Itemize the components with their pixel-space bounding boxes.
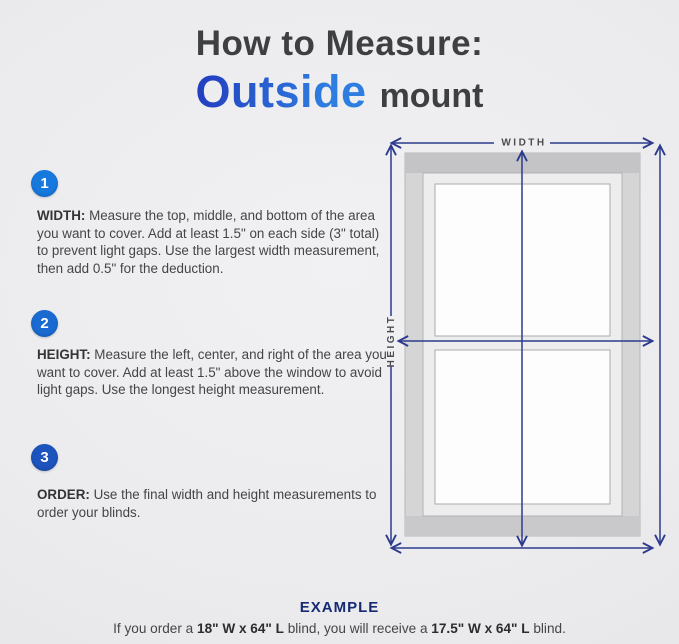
step-3-number: 3 — [40, 449, 49, 466]
step-2-number: 2 — [40, 315, 49, 332]
step-1-badge — [31, 170, 58, 197]
window-diagram-svg — [378, 128, 668, 568]
step-1-text — [37, 207, 391, 277]
height-label: HEIGHT — [386, 314, 397, 368]
title-line2 — [0, 66, 679, 118]
window-measure-diagram — [378, 128, 668, 568]
step-3-text — [37, 486, 391, 521]
step-3-badge — [31, 444, 58, 471]
example-receive-size: 17.5" W x 64" L — [431, 621, 530, 636]
example-heading: EXAMPLE — [299, 599, 380, 616]
step-3-body: Use the final width and height measurements to order your blinds. — [37, 487, 377, 520]
step-1-number: 1 — [40, 175, 49, 192]
title-line1: How to Measure: — [195, 24, 484, 63]
example-prefix: If you order a — [113, 621, 198, 636]
width-label: WIDTH — [501, 137, 547, 149]
step-2-badge — [31, 310, 58, 337]
example-section — [0, 599, 679, 636]
step-2-body: Measure the left, center, and right of the area you want to cover. Add at least 1.5" above the window to avoid light gaps. Use the longest height measurement. — [37, 347, 387, 398]
step-1-body: Measure the top, middle, and bottom of the area you want to cover. Add at least 1.5" on each side (3" total) to prevent light gaps. Use the largest width measurement, then add 0.5" for the deduction. — [37, 208, 380, 276]
example-order-size: 18" W x 64" L — [197, 621, 284, 636]
example-middle: blind, you will receive a — [283, 621, 432, 636]
page-title — [0, 24, 679, 118]
example-suffix: blind. — [529, 621, 566, 636]
step-2-text — [37, 346, 391, 399]
step-1-label: WIDTH: — [37, 208, 86, 223]
title-accent-outside: Outside — [195, 66, 367, 117]
step-2-label: HEIGHT: — [37, 347, 91, 362]
example-line — [0, 621, 679, 636]
title-rest-mount: mount — [379, 77, 484, 115]
step-3-label: ORDER: — [37, 487, 90, 502]
